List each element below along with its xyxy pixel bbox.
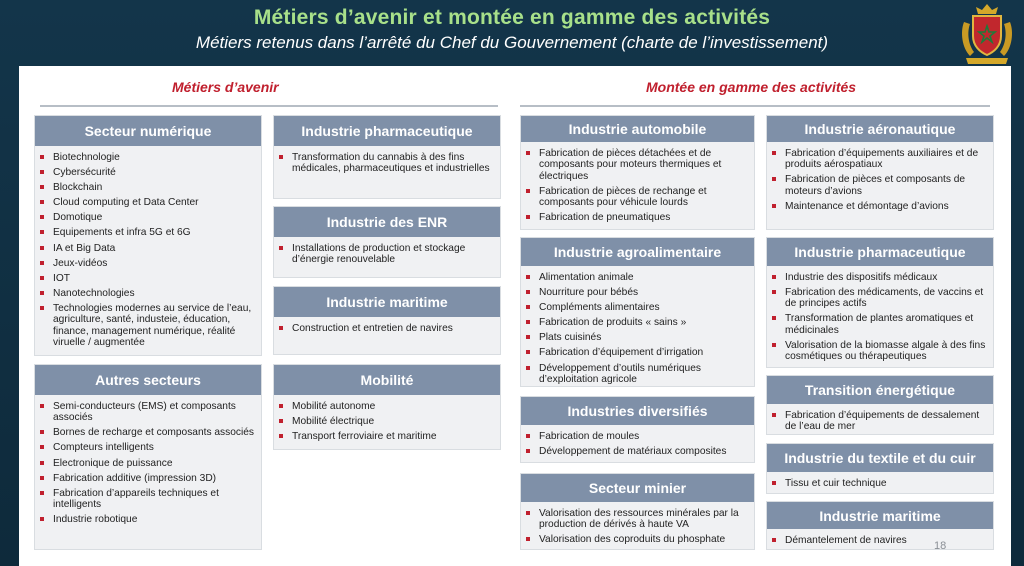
list-item: Démantelement de navires <box>785 535 987 546</box>
card-list <box>274 317 500 334</box>
card-industrie-pharmaceutique-2 <box>766 237 994 368</box>
list-item: Fabrication de pièces et composants de moteurs d’avions <box>785 174 987 197</box>
list-item: Valorisation de la biomasse algale à des fins cosmétiques ou thérapeutiques <box>785 339 986 363</box>
list-item: Bornes de recharge et composants associés <box>53 427 255 439</box>
list-item: Transformation de plantes aromatiques et médicinales <box>785 313 987 336</box>
list-item: Transport ferroviaire et maritime <box>292 431 494 442</box>
list-item: Cloud computing et Data Center <box>53 197 255 208</box>
card-title: Industrie aéronautique <box>767 116 993 142</box>
card-title: Industrie pharmaceutique <box>274 116 500 146</box>
list-item: Industrie robotique <box>53 514 255 525</box>
list-item: Valorisation des coproduits du phosphate <box>539 534 748 545</box>
list-item: Jeux-vidéos <box>53 258 255 269</box>
list-item: Fabrication de pièces de rechange et composants pour véhicule lourds <box>539 186 748 209</box>
list-item: Fabrication de moules <box>539 431 748 442</box>
list-item: Développement d’outils numériques d’exploitation agricole <box>539 363 748 386</box>
list-item: Développement de matériaux composites <box>539 446 748 457</box>
card-secteur-numerique <box>34 115 262 356</box>
coat-of-arms-icon <box>956 2 1018 66</box>
card-list <box>35 146 261 348</box>
slide-title: Métiers d’avenir et montée en gamme des activités <box>253 6 771 29</box>
card-list <box>521 502 754 546</box>
card-title: Secteur numérique <box>35 116 261 146</box>
list-item: Fabrication d’équipements auxiliaires et de produits aérospatiaux <box>785 148 987 171</box>
list-item: Valorisation des ressources minérales par la production de dérivés à haute VA <box>539 508 748 531</box>
list-item: Technologies modernes au service de l’eau, agriculture, santé, industeie, éducation, finance, management numérique, réalité viruelle / augmentée <box>53 303 255 348</box>
list-item: Plats cuisinés <box>539 332 748 343</box>
list-item: IOT <box>53 273 255 284</box>
right-heading: Montée en gamme des activités <box>646 79 857 95</box>
list-item: Compléments alimentaires <box>539 302 748 313</box>
list-item: Fabrication d’appareils techniques et intelligents <box>53 488 255 511</box>
card-industrie-enr <box>273 206 501 278</box>
list-item: Maintenance et démontage d’avions <box>785 201 987 212</box>
list-item: IA et Big Data <box>53 243 255 254</box>
card-secteur-minier <box>520 473 755 550</box>
card-title: Secteur minier <box>521 474 754 502</box>
list-item: Fabrication d’équipements de dessalement de l’eau de mer <box>785 410 987 433</box>
card-list <box>767 266 993 362</box>
list-item: Mobilité autonome <box>292 401 494 412</box>
card-title: Industrie des ENR <box>274 207 500 237</box>
page-number: 18 <box>934 540 947 552</box>
card-industrie-maritime-2 <box>766 501 994 550</box>
card-list <box>274 146 500 175</box>
list-item: Transformation du cannabis à des fins médicales, pharmaceutiques et industrielles <box>292 152 494 175</box>
card-title: Transition énergétique <box>767 376 993 404</box>
list-item: Compteurs intelligents <box>53 442 255 453</box>
left-heading: Métiers d’avenir <box>172 79 279 95</box>
card-list <box>35 395 261 525</box>
left-divider <box>40 105 498 107</box>
card-autres-secteurs <box>34 364 262 550</box>
card-list <box>521 425 754 457</box>
list-item: Alimentation animale <box>539 272 748 283</box>
card-list <box>521 266 754 385</box>
card-industrie-maritime <box>273 286 501 355</box>
card-list <box>767 142 993 212</box>
card-transition-energetique <box>766 375 994 435</box>
list-item: Fabrication de pneumatiques <box>539 212 748 223</box>
card-industrie-automobile <box>520 115 755 230</box>
card-title: Autres secteurs <box>35 365 261 395</box>
card-industrie-agroalimentaire <box>520 237 755 387</box>
list-item: Fabrication additive (impression 3D) <box>53 473 255 484</box>
list-item: Equipements et infra 5G et 6G <box>53 227 255 238</box>
card-industrie-aeronautique <box>766 115 994 230</box>
card-title: Industrie du textile et du cuir <box>767 444 993 472</box>
list-item: Fabrication de produits « sains » <box>539 317 748 328</box>
card-list <box>767 404 993 433</box>
list-item: Installations de production et stockage d’énergie renouvelable <box>292 243 494 266</box>
right-divider <box>520 105 990 107</box>
card-title: Industrie automobile <box>521 116 754 142</box>
list-item: Nanotechnologies <box>53 288 255 299</box>
list-item: Biotechnologie <box>53 152 255 163</box>
card-title: Industrie agroalimentaire <box>521 238 754 266</box>
card-title: Industrie maritime <box>274 287 500 317</box>
card-list <box>521 142 754 223</box>
list-item: Industrie des dispositifs médicaux <box>785 272 987 283</box>
card-title: Industrie pharmaceutique <box>767 238 993 266</box>
list-item: Mobilité électrique <box>292 416 494 427</box>
card-industries-diversifies <box>520 396 755 463</box>
card-title: Mobilité <box>274 365 500 395</box>
list-item: Semi-conducteurs (EMS) et composants associés <box>53 401 255 424</box>
list-item: Nourriture pour bébés <box>539 287 748 298</box>
list-item: Tissu et cuir technique <box>785 478 987 489</box>
list-item: Cybersécurité <box>53 167 255 178</box>
card-list <box>767 529 993 546</box>
list-item: Domotique <box>53 212 255 223</box>
list-item: Fabrication des médicaments, de vaccins et de principes actifs <box>785 287 987 310</box>
list-item: Blockchain <box>53 182 255 193</box>
card-list <box>274 237 500 266</box>
card-list <box>767 472 993 489</box>
card-industrie-pharmaceutique <box>273 115 501 199</box>
card-mobilite <box>273 364 501 450</box>
list-item: Construction et entretien de navires <box>292 323 494 334</box>
card-industrie-textile-cuir <box>766 443 994 494</box>
card-title: Industrie maritime <box>767 502 993 529</box>
card-title: Industries diversifiés <box>521 397 754 425</box>
list-item: Fabrication d’équipement d’irrigation <box>539 347 748 358</box>
card-list <box>274 395 500 442</box>
list-item: Fabrication de pièces détachées et de composants pour moteurs thermiques et électriques <box>539 148 748 182</box>
slide-subtitle: Métiers retenus dans l’arrêté du Chef du Gouvernement (charte de l’investissement) <box>195 33 829 52</box>
list-item: Electronique de puissance <box>53 458 255 469</box>
